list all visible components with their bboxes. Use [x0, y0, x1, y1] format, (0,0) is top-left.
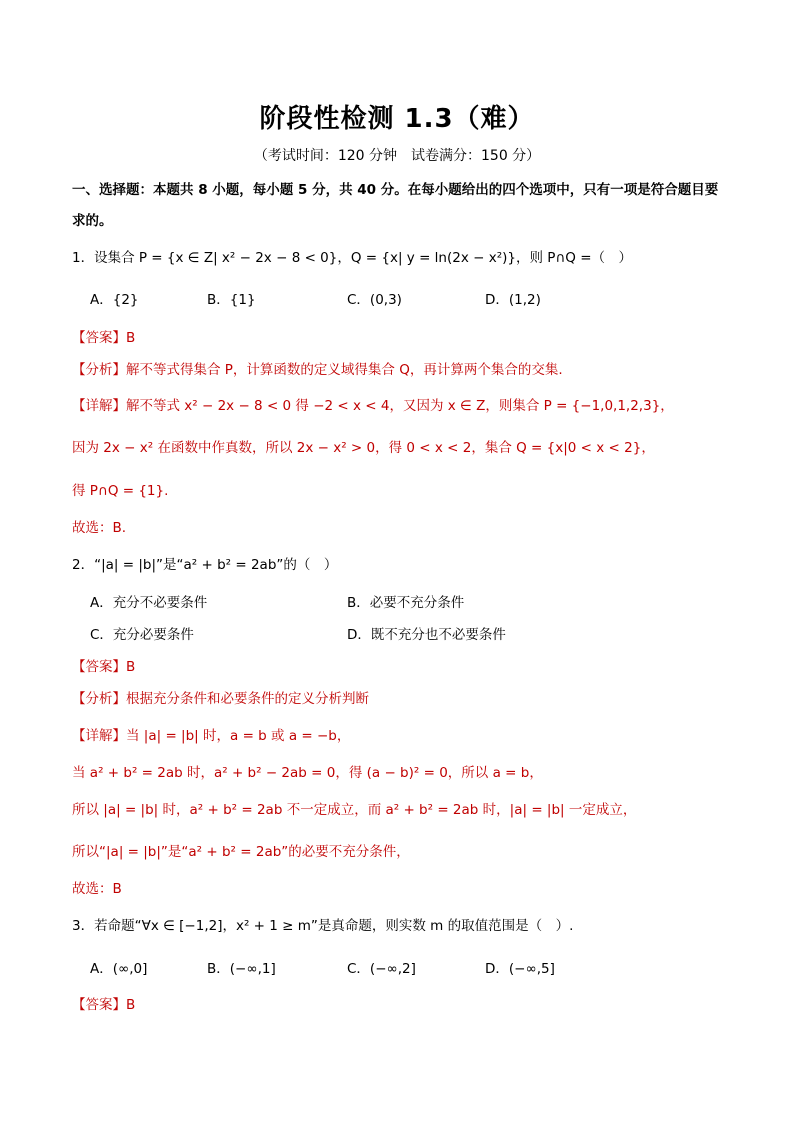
page-title: 阶段性检测 1.3（难）	[259, 104, 535, 134]
q3-option-a: A．(∞,0]	[90, 961, 148, 977]
q1-option-c: C．(0,3)	[347, 292, 402, 308]
q2-analysis	[72, 687, 369, 707]
answer-value: B	[126, 659, 136, 675]
page-subtitle: （考试时间：120 分钟 试卷满分：150 分）	[253, 148, 541, 164]
q1-answer	[72, 326, 135, 346]
analysis-tag: 【分析】	[72, 691, 126, 707]
q3-answer	[72, 993, 135, 1013]
q1-analysis	[72, 358, 563, 378]
answer-value: B	[126, 997, 136, 1013]
detail-text: 当 |a| = |b| 时，a = b 或 a = −b，	[126, 728, 351, 744]
q1-stem: 1．设集合 P = {x ∈ Z| x² − 2x − 8 < 0}，Q = {x| y = ln(2x − x²)}，则 P∩Q =（ ）	[72, 250, 633, 266]
q3-option-d: D．(−∞,5]	[485, 961, 555, 977]
q3-stem: 3．若命题“∀x ∈ [−1,2]，x² + 1 ≥ m”是真命题，则实数 m 的取值范围是（ ）.	[72, 918, 574, 934]
q2-option-d: D．既不充分也不必要条件	[347, 627, 506, 643]
detail-tag: 【详解】	[72, 728, 126, 744]
section-heading-line1: 一、选择题：本题共 8 小题，每小题 5 分，共 40 分。在每小题给出的四个选项中，只有一项是符合题目要	[72, 182, 719, 198]
detail-tag: 【详解】	[72, 398, 126, 414]
q2-answer	[72, 655, 135, 675]
analysis-text: 解不等式得集合 P，计算函数的定义域得集合 Q，再计算两个集合的交集.	[126, 362, 563, 378]
q1-detail-line3: 得 P∩Q = {1}.	[72, 483, 169, 499]
q2-detail-line4: 所以“|a| = |b|”是“a² + b² = 2ab”的必要不充分条件，	[72, 844, 410, 860]
q1-option-b: B．{1}	[207, 292, 256, 308]
q1-choose: 故选：B.	[72, 520, 127, 536]
q2-detail-line1	[72, 724, 350, 744]
answer-value: B	[126, 330, 136, 346]
analysis-text: 根据充分条件和必要条件的定义分析判断	[126, 691, 369, 707]
q2-option-a: A．充分不必要条件	[90, 595, 208, 611]
q3-option-b: B．(−∞,1]	[207, 961, 276, 977]
analysis-tag: 【分析】	[72, 362, 126, 378]
q2-detail-line2: 当 a² + b² = 2ab 时，a² + b² − 2ab = 0，得 (a − b)² = 0，所以 a = b，	[72, 765, 543, 781]
q2-option-c: C．充分必要条件	[90, 627, 194, 643]
q3-option-c: C．(−∞,2]	[347, 961, 416, 977]
q1-option-a: A．{2}	[90, 292, 139, 308]
answer-tag: 【答案】	[72, 330, 126, 346]
q2-stem: 2．“|a| = |b|”是“a² + b² = 2ab”的（ ）	[72, 557, 338, 573]
q1-option-d: D．(1,2)	[485, 292, 541, 308]
answer-tag: 【答案】	[72, 659, 126, 675]
q2-detail-line3: 所以 |a| = |b| 时，a² + b² = 2ab 不一定成立，而 a² + b² = 2ab 时，|a| = |b| 一定成立，	[72, 802, 637, 818]
detail-text: 解不等式 x² − 2x − 8 < 0 得 −2 < x < 4，又因为 x ∈ Z，则集合 P = {−1,0,1,2,3}，	[126, 398, 674, 414]
q1-detail-line2: 因为 2x − x² 在函数中作真数，所以 2x − x² > 0，得 0 < x < 2，集合 Q = {x|0 < x < 2}，	[72, 440, 655, 456]
section-heading-line2: 求的。	[72, 213, 113, 229]
answer-tag: 【答案】	[72, 997, 126, 1013]
q1-detail-line1	[72, 394, 674, 414]
q2-option-b: B．必要不充分条件	[347, 595, 465, 611]
q2-choose: 故选：B	[72, 881, 122, 897]
